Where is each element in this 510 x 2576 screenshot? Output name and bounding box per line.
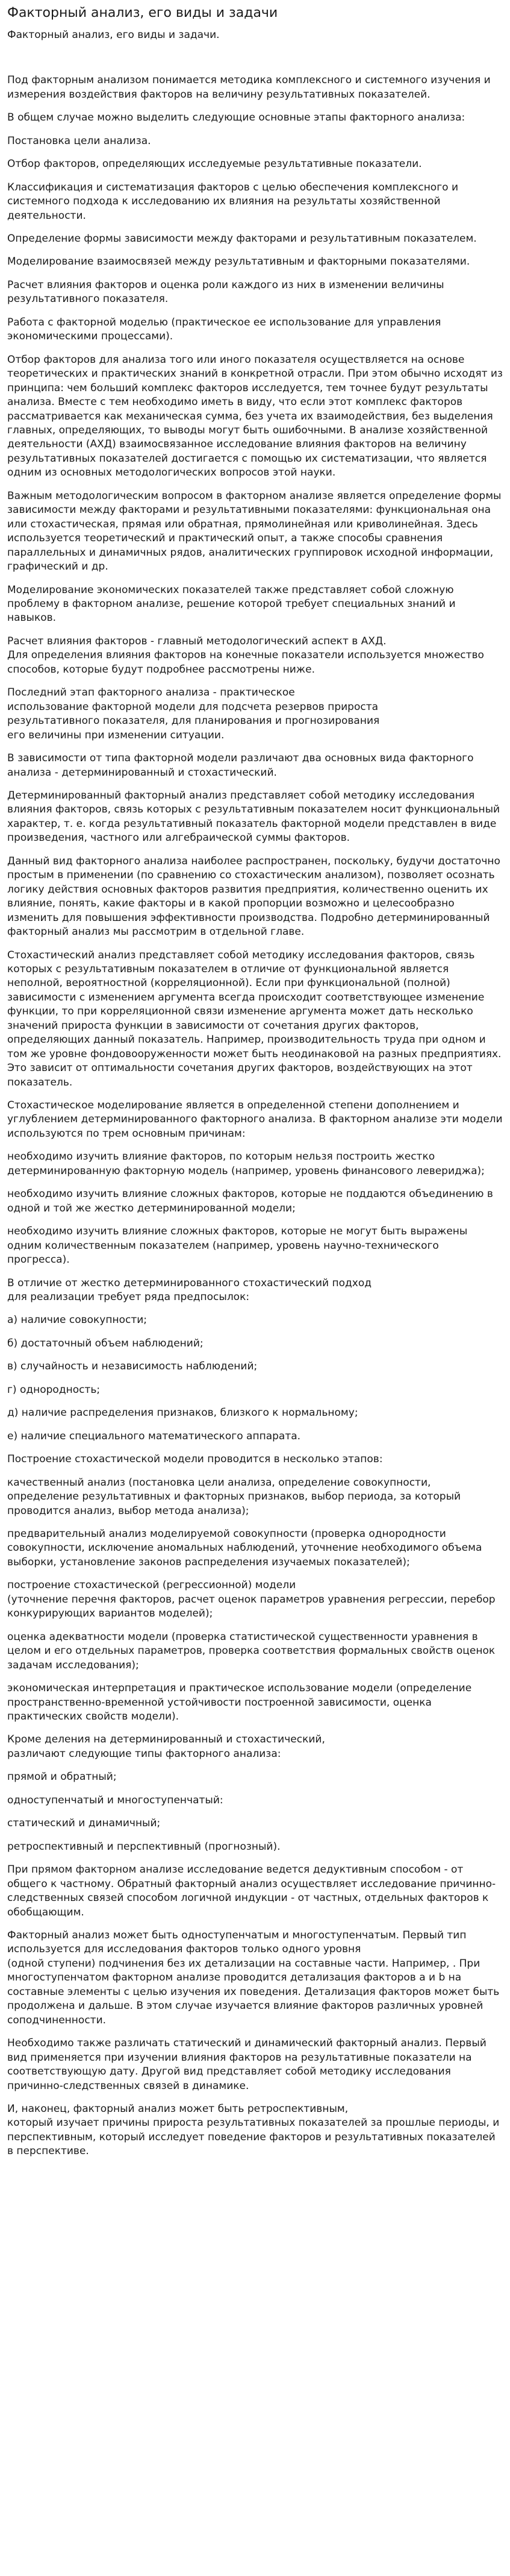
paragraph: Классификация и систематизация факторов с целью обеспечения комплексного и системного подхода к исследованию их влияния на результаты хозяйственной деятельности. [7, 181, 458, 222]
paragraph: одноступенчатый и многоступенчатый: [7, 1794, 223, 1806]
paragraph: Факторный анализ может быть одноступенчатым и многоступенчатым. Первый тип используется для исследования факторов только одного уровня (одной ступени) подчинения без их детализации на составные части. Например, . При многоступенчатом факторном анализе проводится детализация факторов а и b на составные элементы с целью изучения их поведения. Детализация факторов может быть продолжена и дальше. В этом случае изучается влияние факторов различных уровней соподчиненности. [7, 1929, 500, 2026]
article-body [7, 74, 503, 2158]
paragraph: качественный анализ (постановка цели анализа, определение совокупности, определение результативных и факторных признаков, выбор периода, за который проводится анализ, выбор метода анализа); [7, 1476, 461, 1517]
paragraph: Моделирование экономических показателей также представляет собой сложную проблему в факторном анализе, решение которой требует специальных знаний и навыков. [7, 583, 456, 624]
paragraph: построение стохастической (регрессионной) модели (уточнение перечня факторов, расчет оценок параметров уравнения регрессии, перебор конкурирующих вариантов моделей); [7, 1579, 496, 1620]
paragraph: Важным методологическим вопросом в факторном анализе является определение формы зависимости между факторами и результативными показателями: функциональная она или стохастическая, прямая или обратная, прямолинейная или криволинейная. Здесь используется теоретический и практический опыт, а также способы сравнения параллельных и динамичных рядов, аналитических группировок исходной информации, графический и др. [7, 489, 502, 573]
paragraph: ретроспективный и перспективный (прогнозный). [7, 1840, 281, 1853]
paragraph: е) наличие специального математического аппарата. [7, 1430, 301, 1442]
paragraph: Стохастический анализ представляет собой методику исследования факторов, связь которых с результативным показателем в отличие от функциональной является неполной, вероятностной (корреляционной). Если при функциональной (полной) зависимости с изменением аргумента всегда происходит соответствующее изменение функции, то при корреляционной связи изменение аргумента может дать несколько значений прироста функции в зависимости от сочетания других факторов, определяющих данный показатель. Например, производительность труда при одном и том же уровне фондовооруженности может быть неодинаковой на разных предприятиях. Это зависит от оптимальности сочетания других факторов, воздействующих на этот показатель. [7, 949, 502, 1089]
paragraph: Определение формы зависимости между факторами и результативным показателем. [7, 233, 477, 245]
page-subtitle: Факторный анализ, его виды и задачи. [7, 28, 220, 41]
paragraph: Расчет влияния факторов и оценка роли каждого из них в изменении величины результативного показателя. [7, 278, 444, 306]
paragraph: прямой и обратный; [7, 1771, 117, 1783]
paragraph: д) наличие распределения признаков, близкого к нормальному; [7, 1407, 358, 1419]
paragraph: необходимо изучить влияние сложных факторов, которые не поддаются объединению в одной и той же жестко детерминированной модели; [7, 1188, 493, 1214]
paragraph: Кроме деления на детерминированный и стохастический, различают следующие типы факторного анализа: [7, 1733, 325, 1760]
paragraph: предварительный анализ моделируемой совокупности (проверка однородности совокупности, исключение аномальных наблюдений, уточнение необходимого объема выборки, установление законов распределения изучаемых показателей); [7, 1528, 482, 1568]
paragraph: При прямом факторном анализе исследование ведется дедуктивным способом - от общего к частному. Обратный факторный анализ осуществляет исследование причинно-следственных связей способом логичной индукции - от частных, отдельных факторов к обобщающим. [7, 1864, 496, 1918]
paragraph: оценка адекватности модели (проверка статистической существенности уравнения в целом и его отдельных параметров, проверка соответствия формальных свойств оценок задачам исследования); [7, 1630, 496, 1671]
paragraph: Постановка цели анализа. [7, 134, 151, 147]
paragraph: Расчет влияния факторов - главный методологический аспект в АХД. Для определения влияния факторов на конечные показатели используется множество способов, которые будут подробнее рассмотрены ниже. [7, 635, 484, 676]
paragraph: В общем случае можно выделить следующие основные этапы факторного анализа: [7, 112, 465, 124]
paragraph: В отличие от жестко детерминированного стохастический подход для реализации требует ряда предпосылок: [7, 1277, 372, 1304]
paragraph: в) случайность и независимость наблюдений; [7, 1360, 258, 1373]
paragraph: б) достаточный объем наблюдений; [7, 1337, 204, 1349]
paragraph: Последний этап факторного анализа - практическое использование факторной модели для подсчета резервов прироста результативного показателя, для планирования и прогнозирования его величины при изменении ситуации. [7, 686, 380, 741]
page-title: Факторный анализ, его виды и задачи [7, 5, 278, 20]
paragraph: Моделирование взаимосвязей между результативным и факторными показателями. [7, 256, 470, 268]
paragraph: необходимо изучить влияние факторов, по которым нельзя построить жестко детерминированную факторную модель (например, уровень финансового левериджа); [7, 1151, 485, 1177]
paragraph: Стохастическое моделирование является в определенной степени дополнением и углублением детерминированного факторного анализа. В факторном анализе эти модели используются по трем основным причинам: [7, 1099, 503, 1140]
paragraph: Построение стохастической модели проводится в несколько этапов: [7, 1453, 383, 1466]
paragraph: Необходимо также различать статический и динамический факторный анализ. Первый вид применяется при изучении влияния факторов на результативные показатели на соответствующую дату. Другой вид представляет собой методику исследования причинно-следственных связей в динамике. [7, 2037, 487, 2092]
paragraph: Детерминированный факторный анализ представляет собой методику исследования влияния факторов, связь которых с результативным показателем носит функциональный характер, т. е. когда результативный показатель факторной модели представлен в виде произведения, частного или алгебраической суммы факторов. [7, 789, 500, 844]
paragraph: Под факторным анализом понимается методика комплексного и системного изучения и измерения воздействия факторов на величину результативных показателей. [7, 74, 491, 101]
paragraph: Отбор факторов для анализа того или иного показателя осуществляется на основе теоретических и практических знаний в конкретной отрасли. При этом обычно исходят из принципа: чем больший комплекс факторов исследуется, тем точнее будут результаты анализа. Вместе с тем необходимо иметь в виду, что если этот комплекс факторов рассматривается как механическая сумма, без учета их взаимодействия, без выделения главных, определяющих, то выводы могут быть ошибочными. В анализе хозяйственной деятельности (АХД) взаимосвязанное исследование влияния факторов на величину результативных показателей достигается с помощью их систематизации, что является одним из основных методологических вопросов этой науки. [7, 353, 503, 479]
paragraph: Данный вид факторного анализа наиболее распространен, поскольку, будучи достаточно простым в применении (по сравнению со стохастическим анализом), позволяет осознать логику действия основных факторов развития предприятия, количественно оценить их влияние, понять, какие факторы и в какой пропорции возможно и целесообразно изменить для повышения эффективности производства. Подробно детерминированный факторный анализ мы рассмотрим в отдельной главе. [7, 855, 500, 938]
paragraph: статический и динамичный; [7, 1817, 161, 1830]
paragraph: г) однородность; [7, 1383, 101, 1396]
paragraph: а) наличие совокупности; [7, 1314, 148, 1327]
paragraph: необходимо изучить влияние сложных факторов, которые не могут быть выражены одним количественным показателем (например, уровень научно-технического прогресса). [7, 1225, 468, 1266]
paragraph: Работа с факторной моделью (практическое ее использование для управления экономическими процессами). [7, 316, 441, 343]
paragraph: экономическая интерпретация и практическое использование модели (определение пространственно-временной устойчивости построенной зависимости, оценка практических свойств модели). [7, 1682, 472, 1723]
paragraph: Отбор факторов, определяющих исследуемые результативные показатели. [7, 158, 422, 171]
paragraph: В зависимости от типа факторной модели различают два основных вида факторного анализа - детерминированный и стохастический. [7, 752, 474, 779]
paragraph: И, наконец, факторный анализ может быть ретроспективным, который изучает причины прироста результативных показателей за прошлые периоды, и перспективным, который исследует поведение факторов и результативных показателей в перспективе. [7, 2102, 500, 2158]
